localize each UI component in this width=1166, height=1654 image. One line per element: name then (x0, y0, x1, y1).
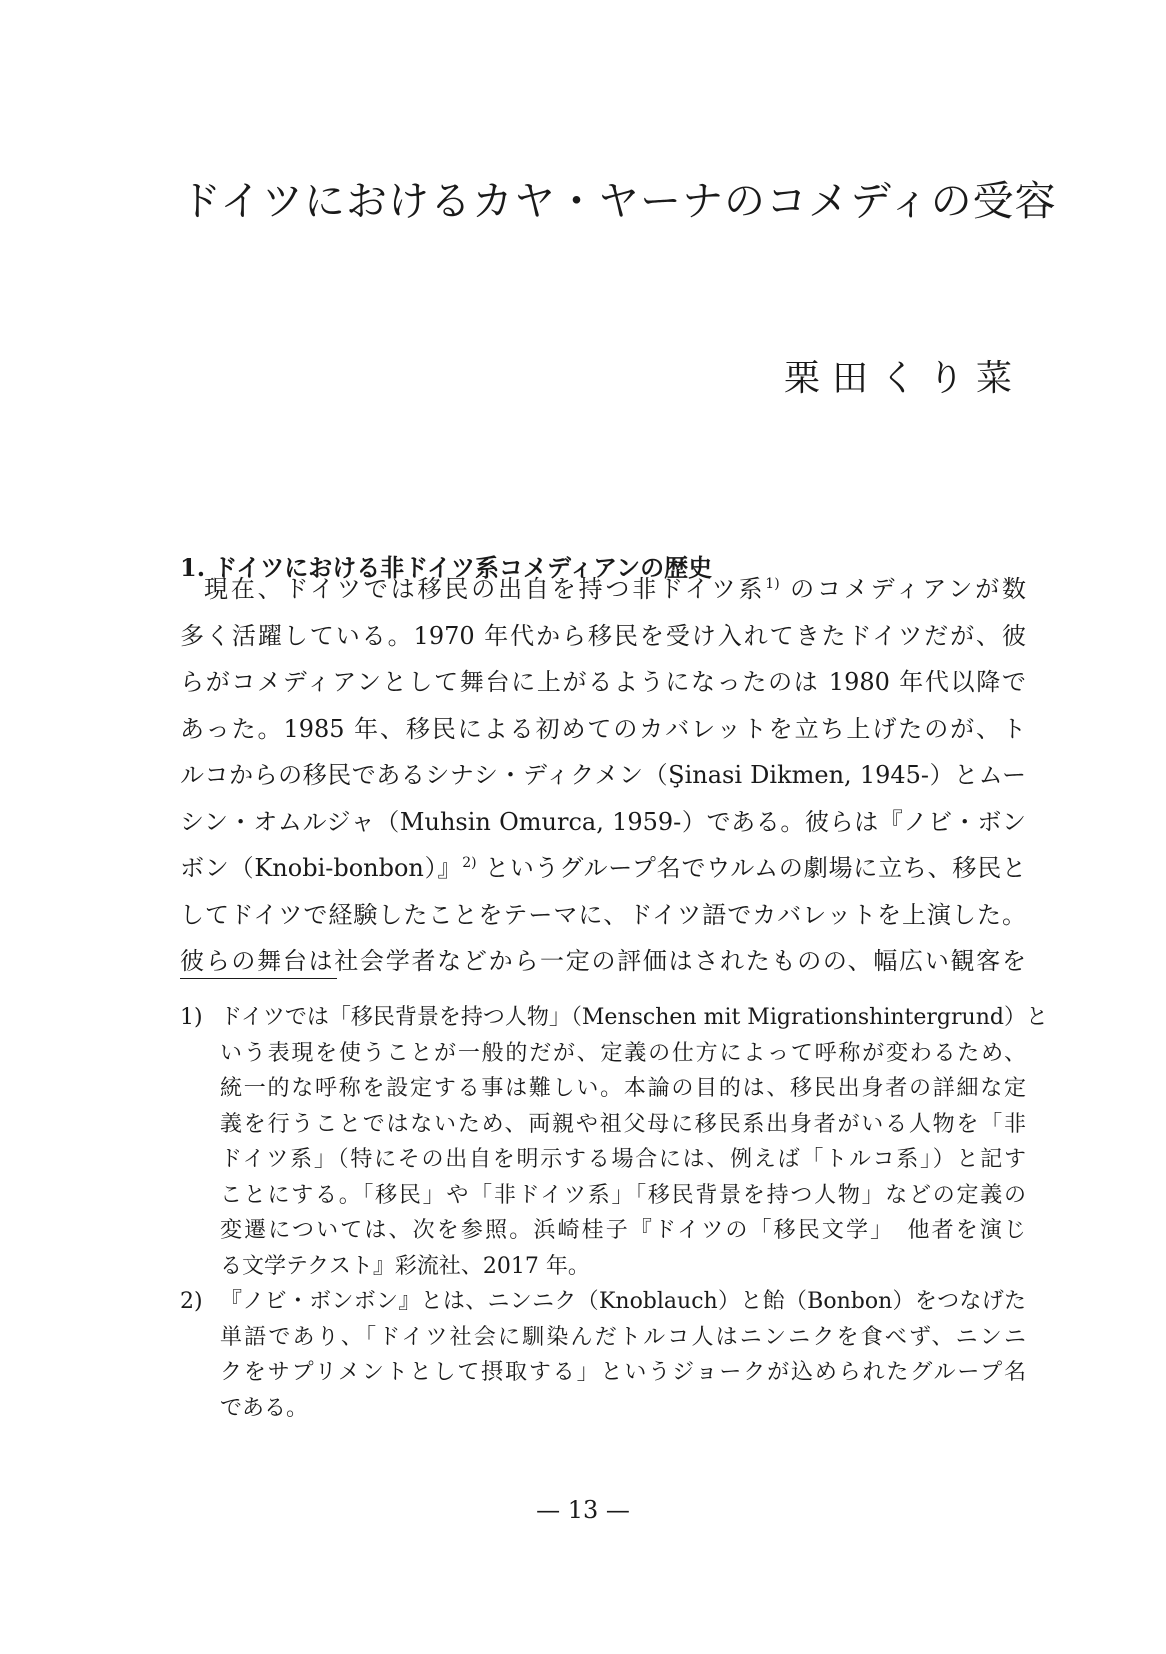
footnote-number: 2) (180, 1289, 203, 1314)
footnote-2 (180, 1284, 1026, 1426)
body-line: シン・オムルジャ（Muhsin Omurca, 1959-）である。彼らは『ノビ・ボン (180, 807, 1026, 836)
footnote-number: 1) (180, 1005, 203, 1030)
body-paragraph (180, 566, 1026, 985)
footnote-line: ことにする。「移民」や「非ドイツ系」「移民背景を持つ人物」などの定義の (220, 1182, 1026, 1208)
body-line: ルコからの移民であるシナシ・ディクメン（Şinasi Dikmen, 1945-）とムー (180, 761, 1026, 789)
body-line: 多く活躍している。1970 年代から移民を受け入れてきたドイツだが、彼 (180, 621, 1026, 650)
footnote-line: ドイツでは「移民背景を持つ人物」（Menschen mit Migrationshintergrund）と (220, 1005, 1048, 1030)
footnote-ref[interactable]: 1) (765, 576, 780, 592)
footnote-ref[interactable]: 2) (462, 855, 477, 871)
footnote-line: る文学テクスト』彩流社、2017 年。 (220, 1253, 590, 1279)
footnote-divider (180, 978, 337, 979)
footnote-1 (180, 1000, 1048, 1284)
author-name: 栗田くり菜 (783, 358, 1024, 399)
paper-title: ドイツにおけるカヤ・ヤーナのコメディの受容 (180, 177, 1057, 226)
footnote-line: 『ノビ・ボンボン』とは、ニンニク（Knoblauch）と飴（Bonbon）をつなげた (220, 1289, 1026, 1314)
footnote-line: ドイツ系」（特にその出自を明示する場合には、例えば「トルコ系」）と記す (220, 1147, 1026, 1172)
body-line: してドイツで経験したことをテーマに、ドイツ語でカバレットを上演した。 (180, 900, 1026, 929)
body-line: あった。1985 年、移民による初めてのカバレットを立ち上げたのが、ト (180, 714, 1026, 743)
footnote-line: 統一的な呼称を設定する事は難しい。本論の目的は、移民出身者の詳細な定 (220, 1076, 1026, 1101)
footnote-line: いう表現を使うことが一般的だが、定義の仕方によって呼称が変わるため、 (220, 1040, 1026, 1066)
body-line: 現在、ドイツでは移民の出自を持つ非ドイツ系$^{1)}$ のコメディアンが数 (204, 575, 1026, 603)
body-line: 彼らの舞台は社会学者などから一定の評価はされたものの、幅広い観客を (180, 947, 1026, 975)
footnote-line: である。 (220, 1395, 309, 1421)
body-line: らがコメディアンとして舞台に上がるようになったのは 1980 年代以降で (180, 668, 1026, 696)
footnote-line: 変遷については、次を参照。浜崎桂子『ドイツの「移民文学」 他者を演じ (220, 1218, 1026, 1243)
footnote-line: 単語であり、「ドイツ社会に馴染んだトルコ人はニンニクを食べず、ニンニ (220, 1324, 1026, 1350)
footnotes (180, 1000, 1048, 1426)
body-line: ボン（Knobi-bonbon）』$^{2)}$ というグループ名でウルムの劇場に立ち、移民と (180, 854, 1027, 882)
footnote-line: クをサプリメントとして摂取する」というジョークが込められたグループ名 (220, 1360, 1026, 1385)
footnote-line: 義を行うことではないため、両親や祖父母に移民系出身者がいる人物を「非 (220, 1111, 1026, 1137)
section-heading: 1. ドイツにおける非ドイツ系コメディアンの歴史 (180, 552, 713, 582)
page-number: — 13 — (536, 1496, 630, 1524)
